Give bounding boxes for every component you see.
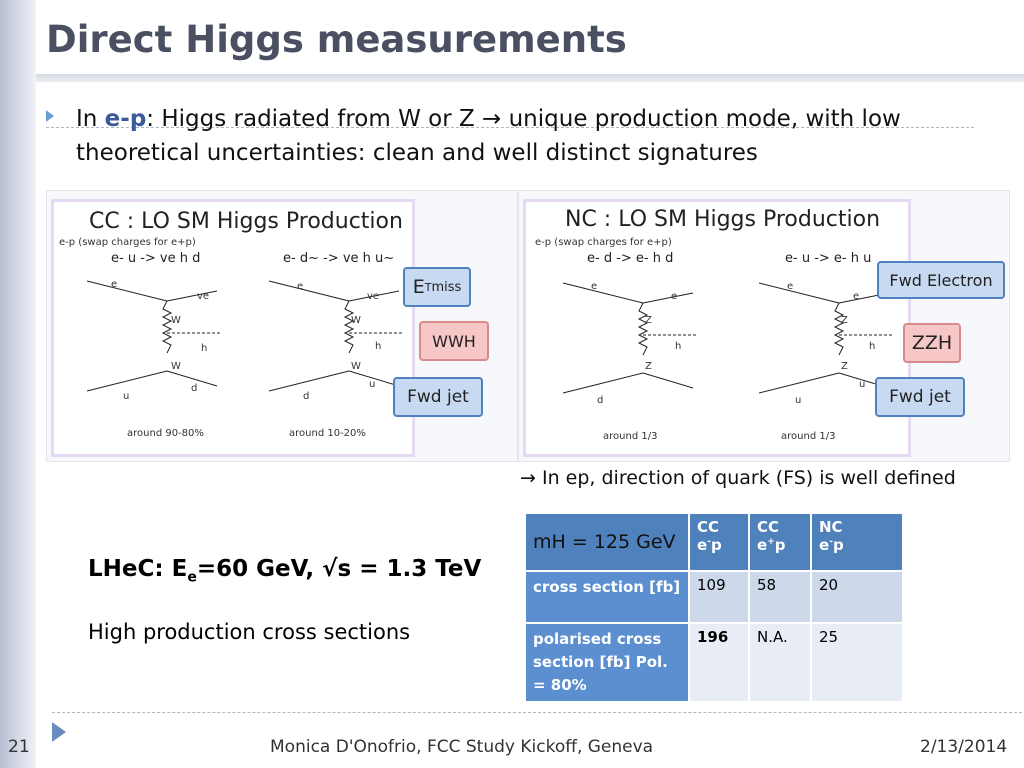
footer-divider <box>52 712 1022 713</box>
nc1-label-z1: Z <box>645 315 652 326</box>
cell-pol-cc-ep-p: N.A. <box>749 623 811 702</box>
col1-sup: - <box>707 537 711 547</box>
col3-bottom: e <box>819 536 830 554</box>
nc2-label-z2: Z <box>841 361 848 372</box>
cc1-label-ve: ve <box>197 291 210 302</box>
col3-top: NC <box>819 518 843 536</box>
table-col-3 <box>811 513 903 571</box>
nc1-label-h: h <box>675 341 682 352</box>
row-label-polarised: polarised cross section [fb] Pol. = 80% <box>525 623 689 702</box>
cc2-label-u: u <box>369 379 376 390</box>
cell-nc-em-p: 20 <box>811 571 903 623</box>
nc1-label-d: d <box>597 395 604 406</box>
cc2-label-d: d <box>303 391 310 402</box>
col3-tail: p <box>832 536 844 554</box>
nc1-label-e-in: e <box>591 281 598 292</box>
zzh-tag: ZZH <box>903 323 961 363</box>
nc-diagram-panel <box>518 190 1010 462</box>
row-label-cross-section: cross section [fb] <box>525 571 689 623</box>
col2-bottom: e <box>757 536 768 554</box>
col1-top: CC <box>697 518 720 536</box>
cc2-label-w2: W <box>351 361 361 372</box>
cc2-label-ve: ve <box>367 291 380 302</box>
cc-panel-title: CC : LO SM Higgs Production <box>89 209 403 234</box>
bullet-arrow-icon <box>46 110 54 122</box>
cc1-label-w1: W <box>171 315 181 326</box>
footer-date: 2/13/2014 <box>920 737 1008 757</box>
table-col-1 <box>689 513 749 571</box>
nc-panel-title: NC : LO SM Higgs Production <box>565 207 881 232</box>
cross-section-table <box>524 512 904 703</box>
cc-feynman-diagram-2 <box>259 271 409 411</box>
nc-swap-note: e-p (swap charges for e+p) <box>535 237 672 248</box>
table-header-row <box>525 513 903 571</box>
table-col-2 <box>749 513 811 571</box>
cc-process-2: e- d~ -> ve h u~ <box>283 251 395 266</box>
met-sup: miss <box>431 279 462 295</box>
fwd-electron-tag: Fwd Electron <box>877 261 1005 299</box>
met-main: E <box>412 276 425 298</box>
cc-swap-note: e-p (swap charges for e+p) <box>59 237 196 248</box>
quark-direction-note: → In ep, direction of quark (FS) is well defined <box>520 467 956 489</box>
lhec-prefix: LHeC: E <box>88 556 188 582</box>
table-row <box>525 623 903 702</box>
col2-sup: + <box>767 537 775 547</box>
footer-center-text: Monica D'Onofrio, FCC Study Kickoff, Geneva <box>270 737 654 757</box>
high-production-text: High production cross sections <box>88 620 411 644</box>
cell-pol-cc-em-p: 196 <box>689 623 749 702</box>
nc1-label-z2: Z <box>645 361 652 372</box>
col1-tail: p <box>710 536 722 554</box>
page-number: 21 <box>8 737 30 757</box>
cc1-label-e: e <box>111 279 118 290</box>
nc2-label-e-in: e <box>787 281 794 292</box>
cell-pol-nc-em-p: 25 <box>811 623 903 702</box>
cc1-label-h: h <box>201 343 208 354</box>
cc1-label-w2: W <box>171 361 181 372</box>
missing-et-tag <box>403 267 471 307</box>
cc-fraction-2: around 10-20% <box>289 428 366 439</box>
col2-tail: p <box>774 536 786 554</box>
nc2-label-u-in: u <box>795 395 802 406</box>
cc-process-1: e- u -> ve h d <box>111 251 201 266</box>
cc2-label-w1: W <box>351 315 361 326</box>
nc2-label-e-out: e <box>853 291 860 302</box>
nc-fraction-1: around 1/3 <box>603 431 658 442</box>
wwh-tag: WWH <box>419 321 489 361</box>
bullet-text <box>76 102 976 170</box>
nc-fraction-2: around 1/3 <box>781 431 836 442</box>
cc1-label-u: u <box>123 391 130 402</box>
cell-cc-ep-p: 58 <box>749 571 811 623</box>
nc2-label-z1: Z <box>841 315 848 326</box>
bullet-prefix: In <box>76 106 105 132</box>
footer-arrow-icon <box>52 722 66 742</box>
col1-bottom: e <box>697 536 708 554</box>
cc-fwd-jet-tag: Fwd jet <box>393 377 483 417</box>
table-header-mh: mH = 125 GeV <box>525 513 689 571</box>
nc-process-1: e- d -> e- h d <box>587 251 674 266</box>
cc-fraction-1: around 90-80% <box>127 428 204 439</box>
bullet-highlight: e-p <box>104 106 147 132</box>
bullet-rest: : Higgs radiated from W or Z → unique production mode, with low theoretical uncertainties: clean and well distinct signatures <box>76 106 901 166</box>
slide-title: Direct Higgs measurements <box>46 18 627 61</box>
nc-fwd-jet-tag: Fwd jet <box>875 377 965 417</box>
met-sub: T <box>424 280 432 294</box>
nc1-label-e-out: e <box>671 291 678 302</box>
cc2-label-e: e <box>297 281 304 292</box>
nc2-label-h: h <box>869 341 876 352</box>
title-rule <box>36 74 1024 82</box>
nc-process-2: e- u -> e- h u <box>785 251 872 266</box>
cell-cc-em-p: 109 <box>689 571 749 623</box>
nc2-label-u-out: u <box>859 379 866 390</box>
cc2-label-h: h <box>375 341 382 352</box>
lhec-parameters <box>88 556 481 586</box>
table-row <box>525 571 903 623</box>
cc-diagram-panel <box>46 190 518 462</box>
cc1-label-d: d <box>191 383 198 394</box>
col3-sup: - <box>829 537 833 547</box>
left-accent-bar <box>0 0 36 768</box>
col2-top: CC <box>757 518 780 536</box>
lhec-rest: =60 GeV, √s = 1.3 TeV <box>196 556 482 582</box>
lhec-sub: e <box>187 569 197 586</box>
